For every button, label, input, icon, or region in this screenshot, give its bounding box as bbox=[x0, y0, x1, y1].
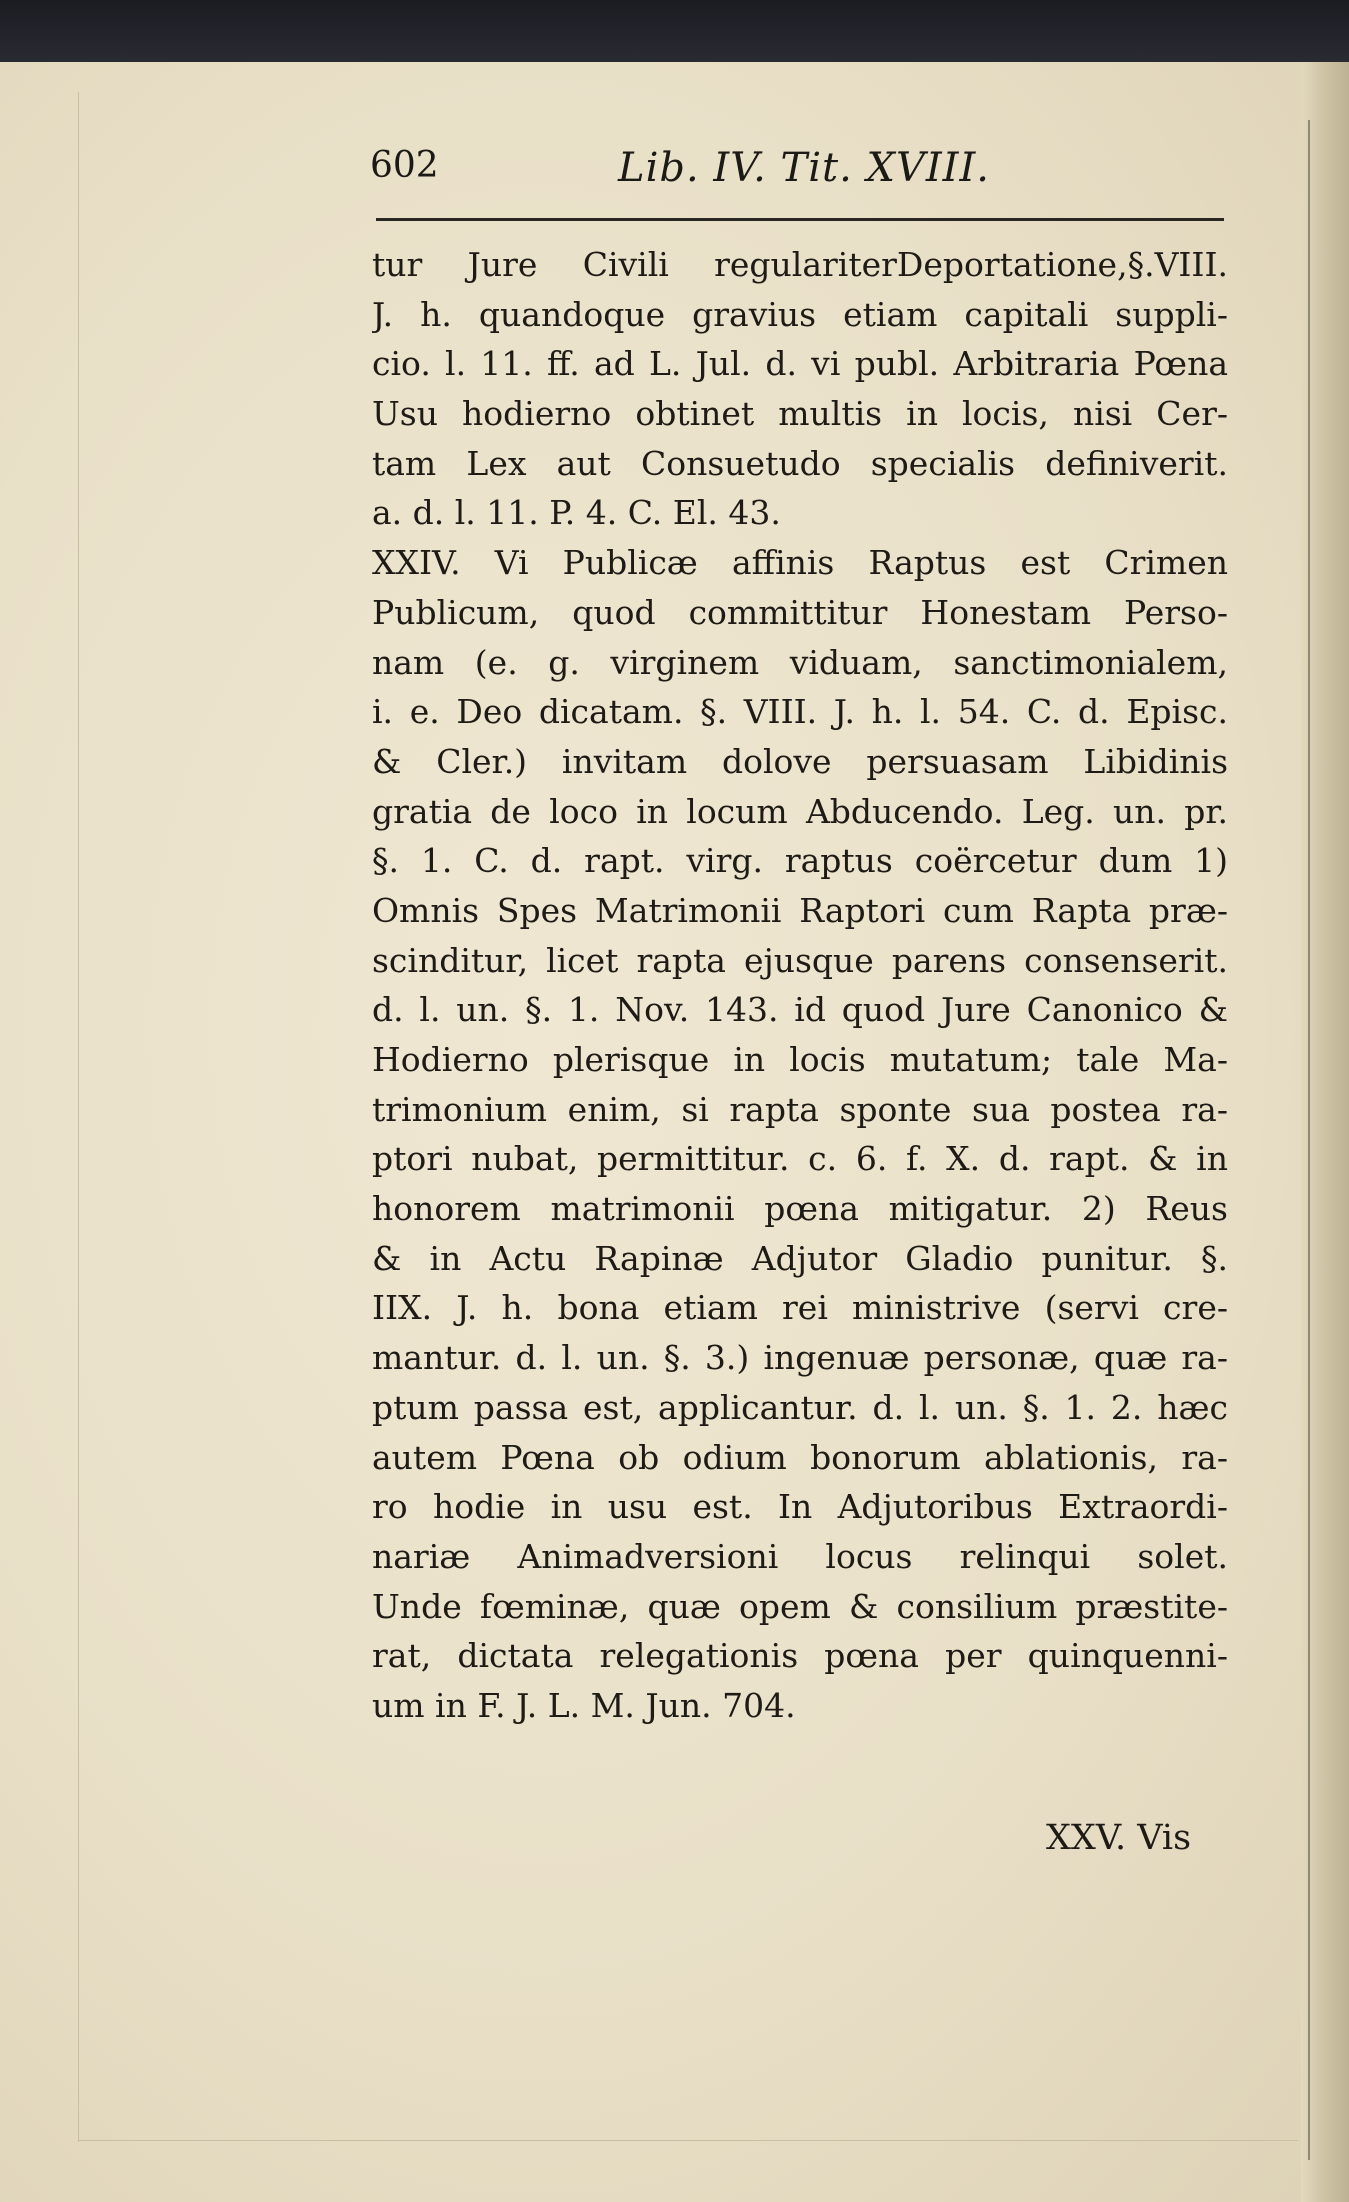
text-line: Publicum, quod committitur Honestam Perso- bbox=[372, 592, 1228, 632]
text-line: ptum passa est, applicantur. d. l. un. §. 1. 2. hæc bbox=[372, 1387, 1228, 1427]
text-line: Omnis Spes Matrimonii Raptori cum Rapta præ- bbox=[372, 890, 1228, 930]
text-line: um in F. J. L. M. Jun. 704. bbox=[372, 1685, 796, 1725]
text-line: mantur. d. l. un. §. 3.) ingenuæ personæ, quæ ra- bbox=[372, 1338, 1228, 1378]
text-line: Unde fœminæ, quæ opem & consilium præstite- bbox=[372, 1586, 1228, 1626]
text-line: Usu hodierno obtinet multis in locis, nisi Cer- bbox=[372, 394, 1228, 434]
text-line: rat, dictata relegationis pœna per quinquenni- bbox=[372, 1636, 1228, 1676]
text-line: i. e. Deo dicatam. §. VIII. J. h. l. 54. C. d. Episc. bbox=[372, 692, 1228, 732]
page-frame-left bbox=[78, 92, 79, 2142]
text-line: Hodierno plerisque in locis mutatum; tale Ma- bbox=[372, 1040, 1228, 1079]
text-line: nam (e. g. virginem viduam, sanctimonialem, bbox=[372, 642, 1228, 682]
text-line: §. 1. C. d. rapt. virg. raptus coërcetur dum 1) bbox=[372, 841, 1228, 881]
text-line: scinditur, licet rapta ejusque parens consenserit. bbox=[372, 940, 1228, 980]
text-line: & Cler.) invitam dolove persuasam Libidinis bbox=[372, 741, 1228, 781]
page-header bbox=[370, 145, 1270, 201]
text-line: IIX. J. h. bona etiam rei ministrive (servi cre- bbox=[372, 1288, 1228, 1328]
text-line: d. l. un. §. 1. Nov. 143. id quod Jure Canonico & bbox=[372, 990, 1228, 1030]
text-line: gratia de loco in locum Abducendo. Leg. un. pr. bbox=[372, 791, 1228, 831]
page-number: 602 bbox=[370, 145, 439, 186]
text-line: J. h. quandoque gravius etiam capitali suppli- bbox=[372, 294, 1228, 334]
page-frame-bottom bbox=[78, 2140, 1298, 2141]
text-line: cio. l. 11. ff. ad L. Jul. d. vi publ. Arbitraria Pœna bbox=[372, 344, 1228, 384]
text-line: autem Pœna ob odium bonorum ablationis, ra- bbox=[372, 1437, 1228, 1477]
text-line: XXIV. Vi Publicæ affinis Raptus est Crimen bbox=[372, 543, 1228, 583]
text-line: & in Actu Rapinæ Adjutor Gladio punitur. §. bbox=[372, 1238, 1228, 1278]
text-line: honorem matrimonii pœna mitigatur. 2) Reus bbox=[372, 1189, 1228, 1229]
text-line: tam Lex aut Consuetudo specialis definiverit. bbox=[372, 443, 1228, 483]
text-line: ro hodie in usu est. In Adjutoribus Extraordi- bbox=[372, 1487, 1228, 1527]
catchword: XXV. Vis bbox=[1046, 1818, 1192, 1858]
text-line: tur Jure Civili regulariterDeportatione,§.VIII. bbox=[372, 245, 1228, 284]
text-line: trimonium enim, si rapta sponte sua postea ra- bbox=[372, 1089, 1228, 1129]
text-line: nariæ Animadversioni locus relinqui solet. bbox=[372, 1536, 1228, 1576]
gutter-fold-line bbox=[1308, 120, 1310, 2160]
text-line: a. d. l. 11. P. 4. C. El. 43. bbox=[372, 493, 781, 533]
running-head: Lib. IV. Tit. XVIII. bbox=[618, 145, 990, 191]
body-text bbox=[372, 240, 1228, 1731]
text-line: ptori nubat, permittitur. c. 6. f. X. d. rapt. & in bbox=[372, 1139, 1228, 1179]
header-rule bbox=[376, 218, 1224, 221]
